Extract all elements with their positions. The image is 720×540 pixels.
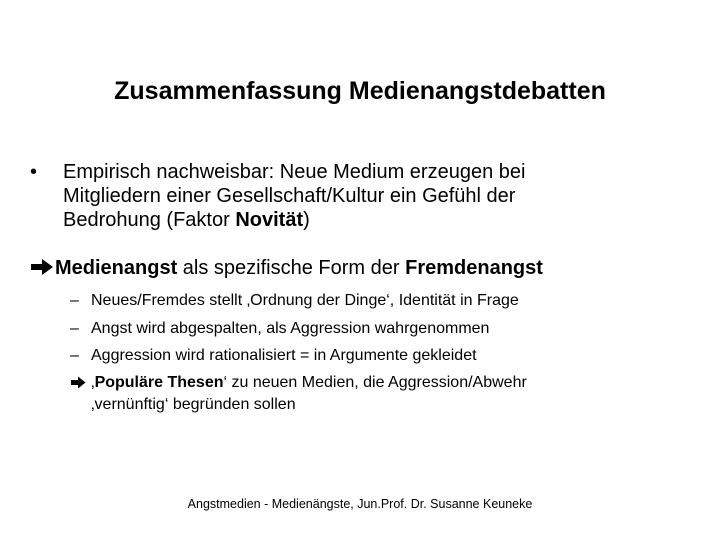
bullet-item bbox=[30, 160, 690, 232]
sub-conclusion bbox=[70, 372, 690, 416]
sub-list-item bbox=[70, 287, 690, 315]
conclusion-bold-2: Fremdenangst bbox=[405, 257, 543, 279]
sub-list-item bbox=[70, 342, 690, 370]
right-arrow-icon bbox=[30, 258, 54, 276]
sub-conclusion-line-1 bbox=[91, 372, 690, 394]
right-arrow-icon bbox=[70, 376, 86, 389]
dash-icon: – bbox=[70, 319, 79, 337]
bullet-line-3 bbox=[63, 208, 690, 232]
bullet-line-1: Empirisch nachweisbar: Neue Medium erzeugen bei bbox=[63, 161, 526, 183]
conclusion-middle: als spezifische Form der bbox=[177, 257, 406, 279]
main-bullet bbox=[30, 160, 690, 232]
bullet-line-2: Mitgliedern einer Gesellschaft/Kultur ein Gefühl der bbox=[63, 185, 516, 207]
dash-icon: – bbox=[70, 347, 79, 364]
dash-icon: – bbox=[70, 292, 79, 309]
sub-conclusion-suffix: ‘ zu neuen Medien, die Aggression/Abwehr bbox=[223, 373, 527, 391]
bullet-line-3-prefix: Bedrohung (Faktor bbox=[63, 209, 236, 231]
bullet-dot-icon: • bbox=[30, 161, 38, 183]
conclusion-line bbox=[30, 256, 543, 280]
sub-list bbox=[70, 287, 690, 416]
bullet-line-3-suffix: ) bbox=[303, 209, 310, 231]
sub-conclusion-prefix: ‚ bbox=[91, 373, 95, 391]
bullet-line-3-bold: Novität bbox=[235, 209, 304, 231]
sub-item-text: Angst wird abgespalten, als Aggression wahrgenommen bbox=[91, 319, 490, 337]
sub-item-text: Neues/Fremdes stellt ‚Ordnung der Dinge‘, Identität in Frage bbox=[91, 292, 519, 309]
sub-conclusion-bold: Populäre Thesen bbox=[94, 373, 224, 391]
sub-list-item bbox=[70, 315, 690, 343]
slide-title: Zusammenfassung Medienangstdebatten bbox=[114, 77, 606, 105]
sub-item-text: Aggression wird rationalisiert = in Argumente gekleidet bbox=[91, 347, 477, 364]
slide-footer: Angstmedien - Medienängste, Jun.Prof. Dr. Susanne Keuneke bbox=[187, 497, 533, 511]
conclusion-bold-1: Medienangst bbox=[55, 257, 178, 279]
sub-conclusion-line-2: ‚vernünftig‘ begründen sollen bbox=[91, 395, 296, 413]
